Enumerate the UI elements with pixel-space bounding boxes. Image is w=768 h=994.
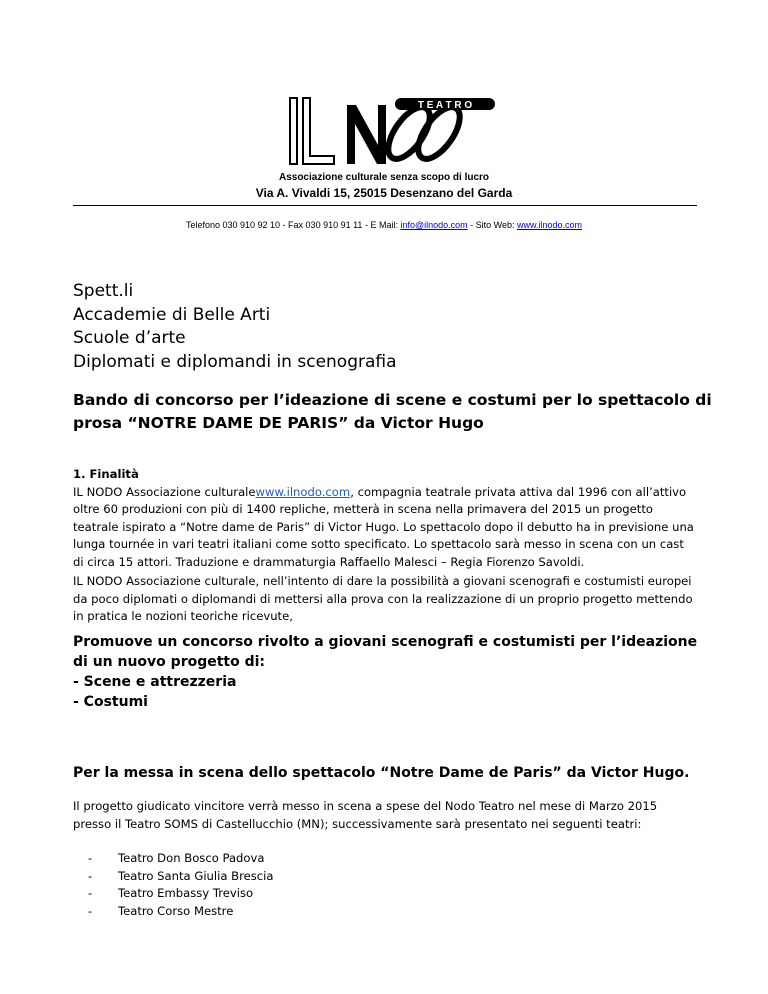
list-item: - Teatro Santa Giulia Brescia [88, 868, 273, 886]
theatre-name: Teatro Corso Mestre [118, 903, 234, 918]
addressee-line: Diplomati e diplomandi in scenografia [73, 351, 397, 372]
website-link[interactable]: www.ilnodo.com [516, 220, 583, 230]
addressee-line: Spett.li [73, 281, 134, 301]
association-subtitle: Associazione culturale senza scopo di lucro [278, 172, 490, 183]
promo-block [73, 632, 713, 712]
paragraph-1 [73, 484, 698, 572]
contacts-prefix: Telefono 030 910 92 10 - Fax 030 910 91 11 - E Mail: [185, 220, 401, 230]
addressee-block [73, 280, 397, 374]
list-item: - Teatro Embassy Treviso [88, 885, 273, 903]
list-item: - Teatro Don Bosco Padova [88, 850, 273, 868]
email-link[interactable]: info@ilnodo.com [400, 220, 468, 230]
paragraph-3: Il progetto giudicato vincitore verrà messo in scena a spese del Nodo Teatro nel mese di Marzo 2015 presso il Teatro SOMS di Castellucchio (MN); successivamente sarà presentato nei seguenti teatri: [73, 799, 658, 831]
paragraph-2: IL NODO Associazione culturale, nell’intento di dare la possibilità a giovani scenografi e costumisti europei da poco diplomati o diplomandi di mettersi alla prova con la realizzazione di un proprio progetto mettendo in pratica le nozioni teoriche ricevute, [73, 574, 693, 623]
logo-teatro-text: T E A T R O [417, 100, 473, 111]
perla-heading: Per la messa in scena dello spettacolo “Notre Dame de Paris” da Victor Hugo. [73, 765, 690, 781]
association-address: Via A. Vivaldi 15, 25015 Desenzano del Garda [255, 186, 513, 200]
contacts-middle: - Sito Web: [467, 220, 517, 230]
promo-line: - Costumi [73, 694, 148, 710]
promo-line: - Scene e attrezzeria [73, 674, 237, 690]
theatre-name: Teatro Santa Giulia Brescia [118, 868, 274, 883]
ilnodo-link[interactable]: www.ilnodo.com [255, 484, 351, 499]
list-item: - Teatro Corso Mestre [88, 903, 273, 921]
document-title: Bando di concorso per l’ideazione di scene e costumi per lo spettacolo di prosa “NOTRE DAME DE PARIS” da Victor Hugo [73, 391, 712, 432]
contacts-line [0, 220, 768, 231]
il-nodo-teatro-logo [287, 95, 497, 170]
theatre-list [88, 850, 273, 920]
header-divider [73, 205, 697, 206]
theatre-name: Teatro Don Bosco Padova [118, 851, 265, 865]
addressee-line: Accademie di Belle Arti [73, 304, 271, 325]
p1-start: IL NODO Associazione culturale [73, 484, 256, 499]
theatre-name: Teatro Embassy Treviso [118, 886, 254, 900]
addressee-line: Scuole d’arte [73, 328, 186, 348]
p1-rest: , compagnia teatrale privata attiva dal 1996 con all’attivo oltre 60 produzioni con più di 1400 repliche, metterà in scena nella primavera del 2015 un progetto teatrale ispirato a “Notre dame de Paris” di Victor Hugo. Lo spettacolo dopo il debutto ha in previsione una lunga tournée in vari teatri italiani come sotto specificato. Lo spettacolo sarà messo in scena con un cast di circa 15 attori. Traduzione e drammaturgia Raffaello Malesci – Regia Fiorenzo Savoldi. [73, 484, 694, 569]
section-finalita [73, 466, 698, 571]
promo-line: Promuove un concorso rivolto a giovani scenografi e costumisti per l’ideazione di un nuovo progetto di: [73, 634, 698, 670]
section-heading: 1. Finalità [73, 467, 139, 481]
